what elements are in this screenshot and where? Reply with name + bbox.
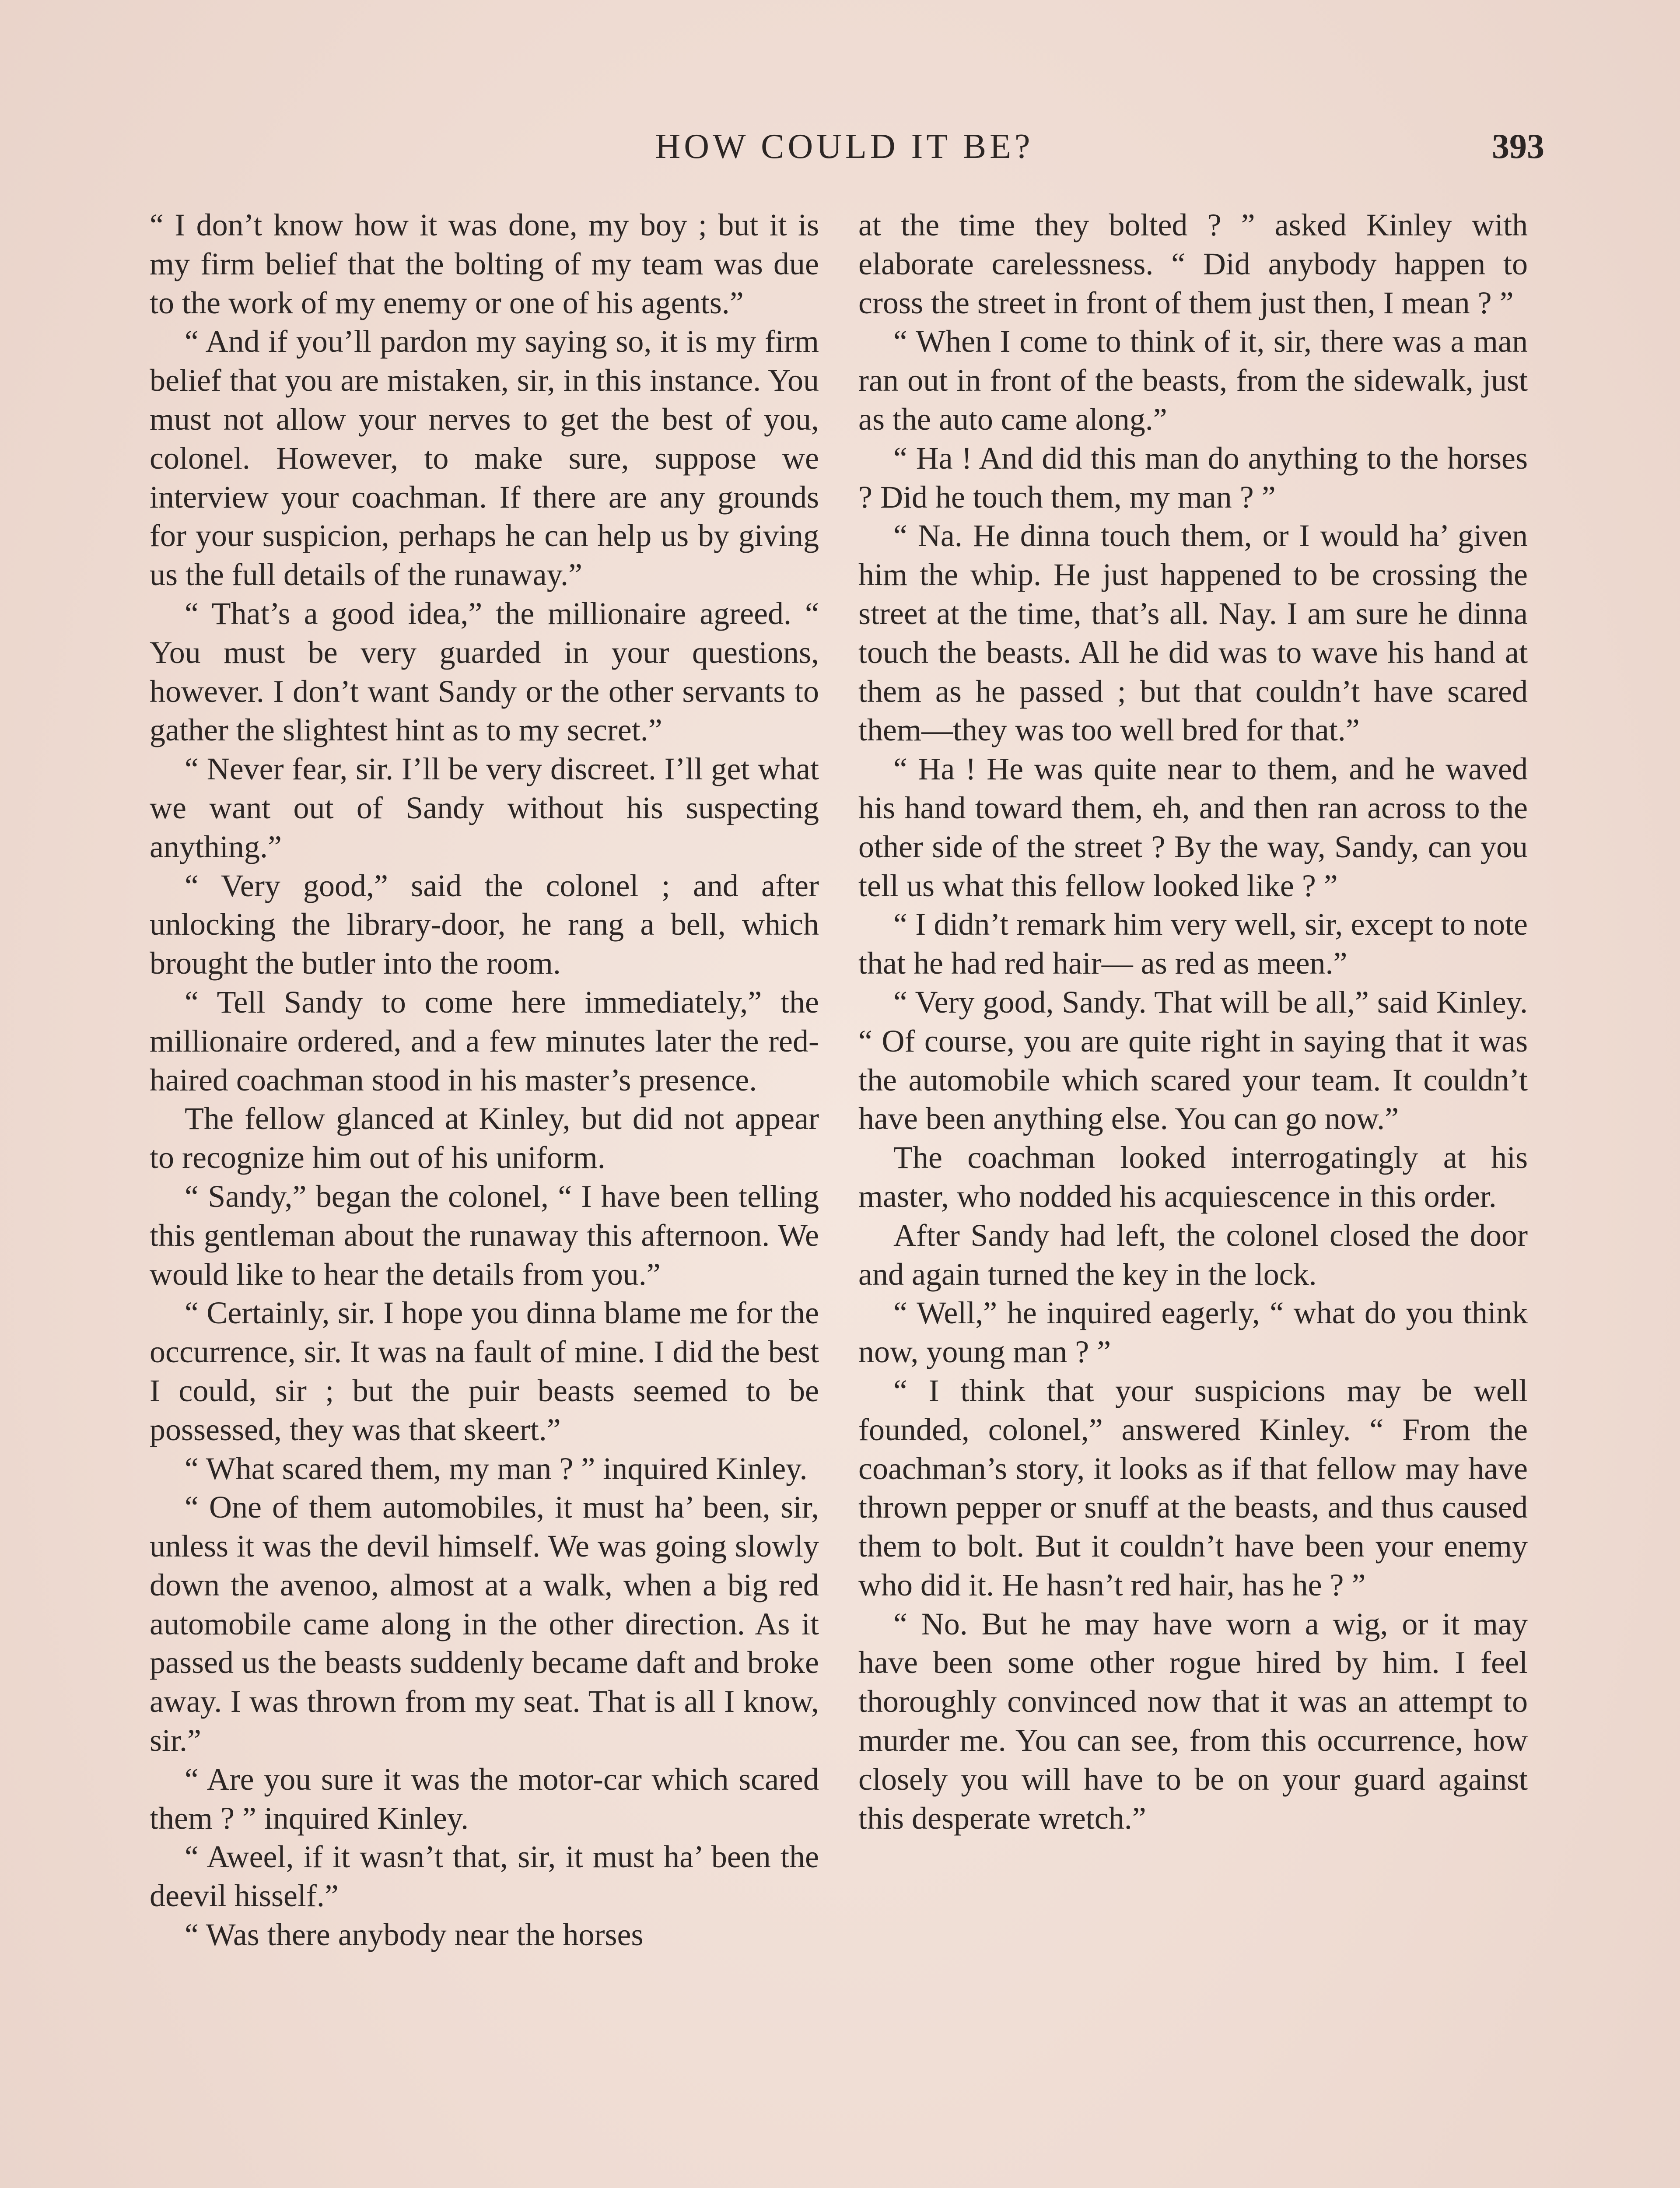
paragraph: “ Ha ! And did this man do anything to the horses ? Did he touch them, my man ? ” (858, 440, 1528, 515)
paragraph: “ Was there anybody near the horses (185, 1917, 644, 1953)
paragraph: “ One of them automobiles, it must ha’ been, sir, unless it was the devil himself. We was going slowly down the avenoo, almost at a walk, when a big red automobile came along in the other direction. As it passed us the beasts suddenly became daft and broke away. I was thrown from my seat. That is all I know, sir.” (150, 1490, 819, 1758)
paragraph: at the time they bolted ? ” asked Kinley with elaborate carelessness. “ Did anybody happen to cross the street in front of them just then, I mean ? ” (858, 207, 1528, 320)
paragraph: “ When I come to think of it, sir, there was a man ran out in front of the beasts, from the sidewalk, just as the auto came along.” (858, 324, 1528, 437)
paragraph: The fellow glanced at Kinley, but did not appear to recognize him out of his uniform. (150, 1101, 819, 1175)
paragraph: “ I think that your suspicions may be well founded, colonel,” answered Kinley. “ From the coachman’s story, it looks as if that fellow may have thrown pepper or snuff at the beasts, and thus caused them to bolt. But it couldn’t have been your enemy who did it. He hasn’t red hair, has he ? ” (858, 1373, 1528, 1602)
page-number: 393 (1492, 127, 1544, 166)
paragraph: “ Never fear, sir. I’ll be very discreet. I’ll get what we want out of Sandy without his suspecting anything.” (150, 751, 819, 864)
paragraph: “ Very good,” said the colonel ; and after unlocking the library-door, he rang a bell, which brought the butler into the room. (150, 868, 819, 981)
paragraph: “ Are you sure it was the motor-car which scared them ? ” inquired Kinley. (150, 1761, 819, 1836)
paragraph: “ Sandy,” began the colonel, “ I have been telling this gentleman about the runaway this afternoon. We would like to hear the details from you.” (150, 1178, 819, 1292)
paragraph: “ And if you’ll pardon my saying so, it is my firm belief that you are mistaken, sir, in this instance. You must not allow your nerves to get the best of you, colonel. However, to make sure, suppose we interview your coachman. If there are any grounds for your suspicion, perhaps he can help us by giving us the full details of the runaway.” (150, 324, 819, 593)
paragraph: “ Tell Sandy to come here immediately,” the millionaire ordered, and a few minutes later the red-haired coachman stood in his master’s presence. (150, 984, 819, 1098)
paragraph: “ I didn’t remark him very well, sir, except to note that he had red hair— as red as meen.” (858, 907, 1528, 981)
paragraph: “ Certainly, sir. I hope you dinna blame me for the occurrence, sir. It was na fault of mine. I did the best I could, sir ; but the puir beasts seemed to be possessed, they was that skeert.” (150, 1295, 819, 1447)
paragraph: “ Well,” he inquired eagerly, “ what do you think now, young man ? ” (858, 1295, 1528, 1370)
running-title: HOW COULD IT BE? (655, 127, 1034, 166)
paragraph: “ Very good, Sandy. That will be all,” said Kinley. “ Of course, you are quite right in saying that it was the automobile which scared your team. It couldn’t have been anything else. You can go now.” (858, 984, 1528, 1136)
paragraph: After Sandy had left, the colonel closed the door and again turned the key in the lock. (858, 1217, 1528, 1292)
right-text-column (858, 206, 1528, 2188)
paragraph: “ Na. He dinna touch them, or I would ha’ given him the whip. He just happened to be crossing the street at the time, that’s all. Nay. I am sure he dinna touch the beasts. All he did was to wave his hand at them as he passed ; but that couldn’t have scared them—they was too well bred for that.” (858, 518, 1528, 748)
paragraph: “ Ha ! He was quite near to them, and he waved his hand toward them, eh, and then ran across to the other side of the street ? By the way, Sandy, can you tell us what this fellow looked like ? ” (858, 751, 1528, 903)
paragraph: “ I don’t know how it was done, my boy ; but it is my firm belief that the bolting of my team was due to the work of my enemy or one of his agents.” (150, 207, 819, 320)
page-header (144, 127, 1544, 188)
paragraph: “ What scared them, my man ? ” inquired Kinley. (185, 1451, 808, 1486)
paragraph: The coachman looked interrogatingly at his master, who nodded his acquiescence in this order. (858, 1140, 1528, 1214)
left-text-column (150, 206, 819, 2188)
paragraph: “ Aweel, if it wasn’t that, sir, it must ha’ been the deevil hisself.” (150, 1839, 819, 1914)
paragraph: “ That’s a good idea,” the millionaire agreed. “ You must be very guarded in your questions, however. I don’t want Sandy or the other servants to gather the slightest hint as to my secret.” (150, 596, 819, 748)
paragraph: “ No. But he may have worn a wig, or it may have been some other rogue hired by him. I feel thoroughly convinced now that it was an attempt to murder me. You can see, from this occurrence, how closely you will have to be on your guard against this desperate wretch.” (858, 1606, 1528, 1836)
